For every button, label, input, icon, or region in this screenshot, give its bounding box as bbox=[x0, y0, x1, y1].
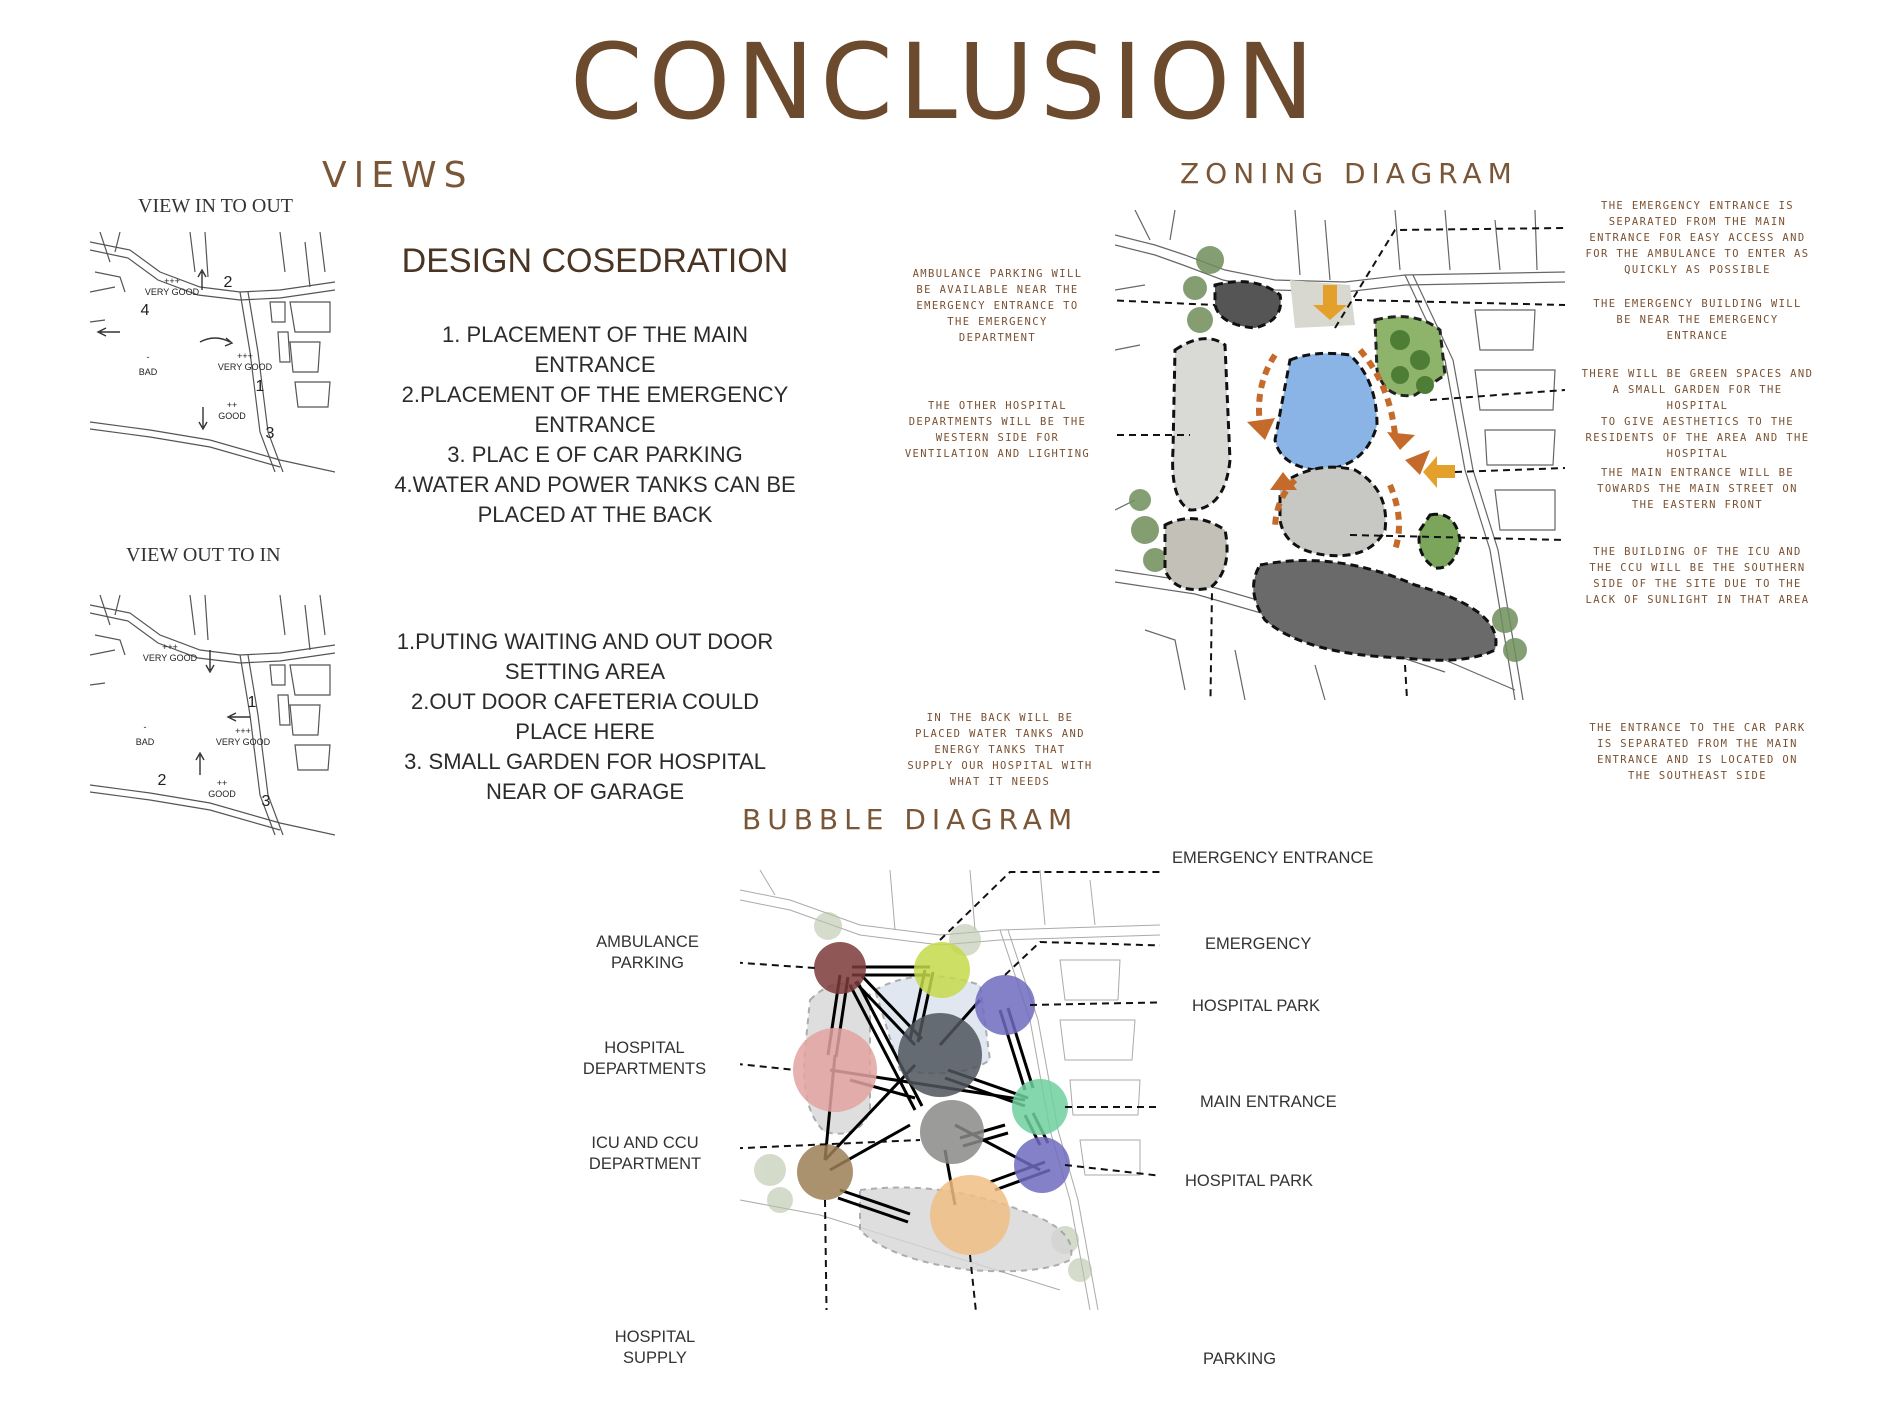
hospital-park-bubble bbox=[1014, 1137, 1070, 1193]
map1-label: +++ bbox=[164, 276, 180, 286]
map2-label: 2 bbox=[157, 772, 167, 789]
zoning-note-departments: THE OTHER HOSPITAL DEPARTMENTS WILL BE THE WESTERN SIDE FOR VENTILATION AND LIGHTING bbox=[904, 400, 1091, 460]
list-item: 1. PLACEMENT OF THE MAIN bbox=[441, 322, 749, 347]
list-item: 2.OUT DOOR CAFETERIA COULD bbox=[411, 689, 759, 714]
map2-label: +++ bbox=[162, 642, 178, 652]
map1-label: ++ bbox=[226, 400, 238, 410]
map2-label: +++ bbox=[235, 726, 251, 736]
map2-label: 3 bbox=[261, 793, 271, 810]
map2-label: BAD bbox=[135, 737, 155, 747]
list-item: SETTING AREA bbox=[504, 659, 666, 684]
emergency-bubble bbox=[898, 1013, 982, 1097]
map2-label: VERY GOOD bbox=[142, 653, 198, 663]
map1-label: 3 bbox=[265, 425, 275, 442]
map2-label: - bbox=[143, 722, 147, 732]
map1-label: VERY GOOD bbox=[144, 287, 200, 297]
list-item: PLACED AT THE BACK bbox=[477, 502, 713, 527]
map1-label: BAD bbox=[138, 367, 158, 377]
page-title: CONCLUSION bbox=[569, 21, 1321, 143]
label-hospital-departments: HOSPITAL DEPARTMENTS bbox=[582, 1039, 707, 1078]
view-out-map bbox=[90, 595, 335, 840]
list-item: ENTRANCE bbox=[534, 352, 656, 377]
map1-label: GOOD bbox=[218, 411, 246, 421]
design-list-1 bbox=[385, 320, 805, 530]
zoning-note-emergency-building: THE EMERGENCY BUILDING WILL BE NEAR THE EMERGENCY ENTRANCE bbox=[1593, 298, 1802, 342]
label-hospital-park-2: HOSPITAL PARK bbox=[1185, 1172, 1314, 1190]
list-item: NEAR OF GARAGE bbox=[485, 779, 685, 804]
design-title: DESIGN COSEDRATION bbox=[401, 242, 789, 280]
main-entrance-bubble bbox=[1012, 1079, 1068, 1135]
hospital-supply-bubble bbox=[797, 1144, 853, 1200]
list-item: ENTRANCE bbox=[534, 412, 656, 437]
hospital-park-bubble bbox=[975, 975, 1035, 1035]
bubble-heading: BUBBLE DIAGRAM bbox=[742, 803, 1079, 836]
view-in-label: VIEW IN TO OUT bbox=[138, 195, 293, 217]
map2-label: 1 bbox=[247, 694, 257, 711]
zoning-note-icu-ccu: THE BUILDING OF THE ICU AND THE CCU WILL BE THE SOUTHERN SIDE OF THE SITE DUE TO THE LACK OF SUNLIGHT IN THAT AREA bbox=[1585, 546, 1810, 606]
parking-bubble bbox=[930, 1175, 1010, 1255]
emergency-entrance-bubble bbox=[914, 942, 970, 998]
map2-label: ++ bbox=[216, 778, 228, 788]
map1-label: 4 bbox=[140, 302, 150, 319]
label-ambulance-parking: AMBULANCE PARKING bbox=[596, 933, 699, 972]
zoning-note-car-park: THE ENTRANCE TO THE CAR PARK IS SEPARATED FROM THE MAIN ENTRANCE AND IS LOCATED ON THE SOUTHEAST SIDE bbox=[1589, 722, 1806, 782]
zoning-note-ambulance: AMBULANCE PARKING WILL BE AVAILABLE NEAR THE EMERGENCY ENTRANCE TO THE EMERGENCY DEPARTMENT bbox=[912, 268, 1083, 344]
hospital-departments-bubble bbox=[793, 1028, 877, 1112]
view-out-label: VIEW OUT TO IN bbox=[126, 544, 281, 566]
zoning-note-green-spaces: THERE WILL BE GREEN SPACES AND A SMALL GARDEN FOR THE HOSPITAL TO GIVE AESTHETICS TO THE RESIDENTS OF THE AREA AND THE HOSPITAL bbox=[1581, 368, 1814, 460]
map2-label: VERY GOOD bbox=[215, 737, 271, 747]
views-heading: VIEWS bbox=[322, 155, 474, 196]
icu-ccu-bubble bbox=[920, 1100, 984, 1164]
map1-label: VERY GOOD bbox=[217, 362, 273, 372]
label-hospital-park-1: HOSPITAL PARK bbox=[1192, 997, 1321, 1015]
zoning-note-emergency-entrance: THE EMERGENCY ENTRANCE IS SEPARATED FROM THE MAIN ENTRANCE FOR EASY ACCESS AND FOR THE AMBULANCE TO ENTER AS QUICKLY AS POSSIBLE bbox=[1585, 200, 1810, 276]
map1-label: +++ bbox=[237, 351, 253, 361]
list-item: 3. PLAC E OF CAR PARKING bbox=[447, 442, 743, 467]
map1-label: - bbox=[146, 352, 150, 362]
label-hospital-supply: HOSPITAL SUPPLY bbox=[614, 1328, 696, 1367]
list-item: PLACE HERE bbox=[515, 719, 655, 744]
zoning-note-tanks: IN THE BACK WILL BE PLACED WATER TANKS AND ENERGY TANKS THAT SUPPLY OUR HOSPITAL WITH WHAT IT NEEDS bbox=[907, 712, 1093, 788]
view-in-map bbox=[90, 232, 335, 477]
list-item: 1.PUTING WAITING AND OUT DOOR bbox=[396, 629, 774, 654]
label-icu-ccu: ICU AND CCU DEPARTMENT bbox=[588, 1134, 702, 1173]
map1-label: 1 bbox=[255, 378, 265, 395]
list-item: 4.WATER AND POWER TANKS CAN BE bbox=[394, 472, 796, 497]
list-item: 3. SMALL GARDEN FOR HOSPITAL bbox=[404, 749, 766, 774]
zoning-diagram bbox=[1115, 210, 1565, 700]
label-parking: PARKING bbox=[1203, 1350, 1277, 1368]
bubble-diagram bbox=[740, 870, 1160, 1310]
label-emergency-entrance: EMERGENCY ENTRANCE bbox=[1172, 849, 1374, 867]
ambulance-parking-bubble bbox=[814, 942, 866, 994]
zoning-note-main-entrance: THE MAIN ENTRANCE WILL BE TOWARDS THE MAIN STREET ON THE EASTERN FRONT bbox=[1597, 467, 1798, 511]
list-item: 2.PLACEMENT OF THE EMERGENCY bbox=[401, 382, 789, 407]
label-main-entrance: MAIN ENTRANCE bbox=[1200, 1093, 1337, 1111]
map2-label: GOOD bbox=[208, 789, 236, 799]
design-list-2 bbox=[375, 627, 795, 807]
label-emergency: EMERGENCY bbox=[1205, 935, 1312, 953]
zoning-heading: ZONING DIAGRAM bbox=[1180, 157, 1518, 190]
map1-label: 2 bbox=[223, 274, 233, 291]
